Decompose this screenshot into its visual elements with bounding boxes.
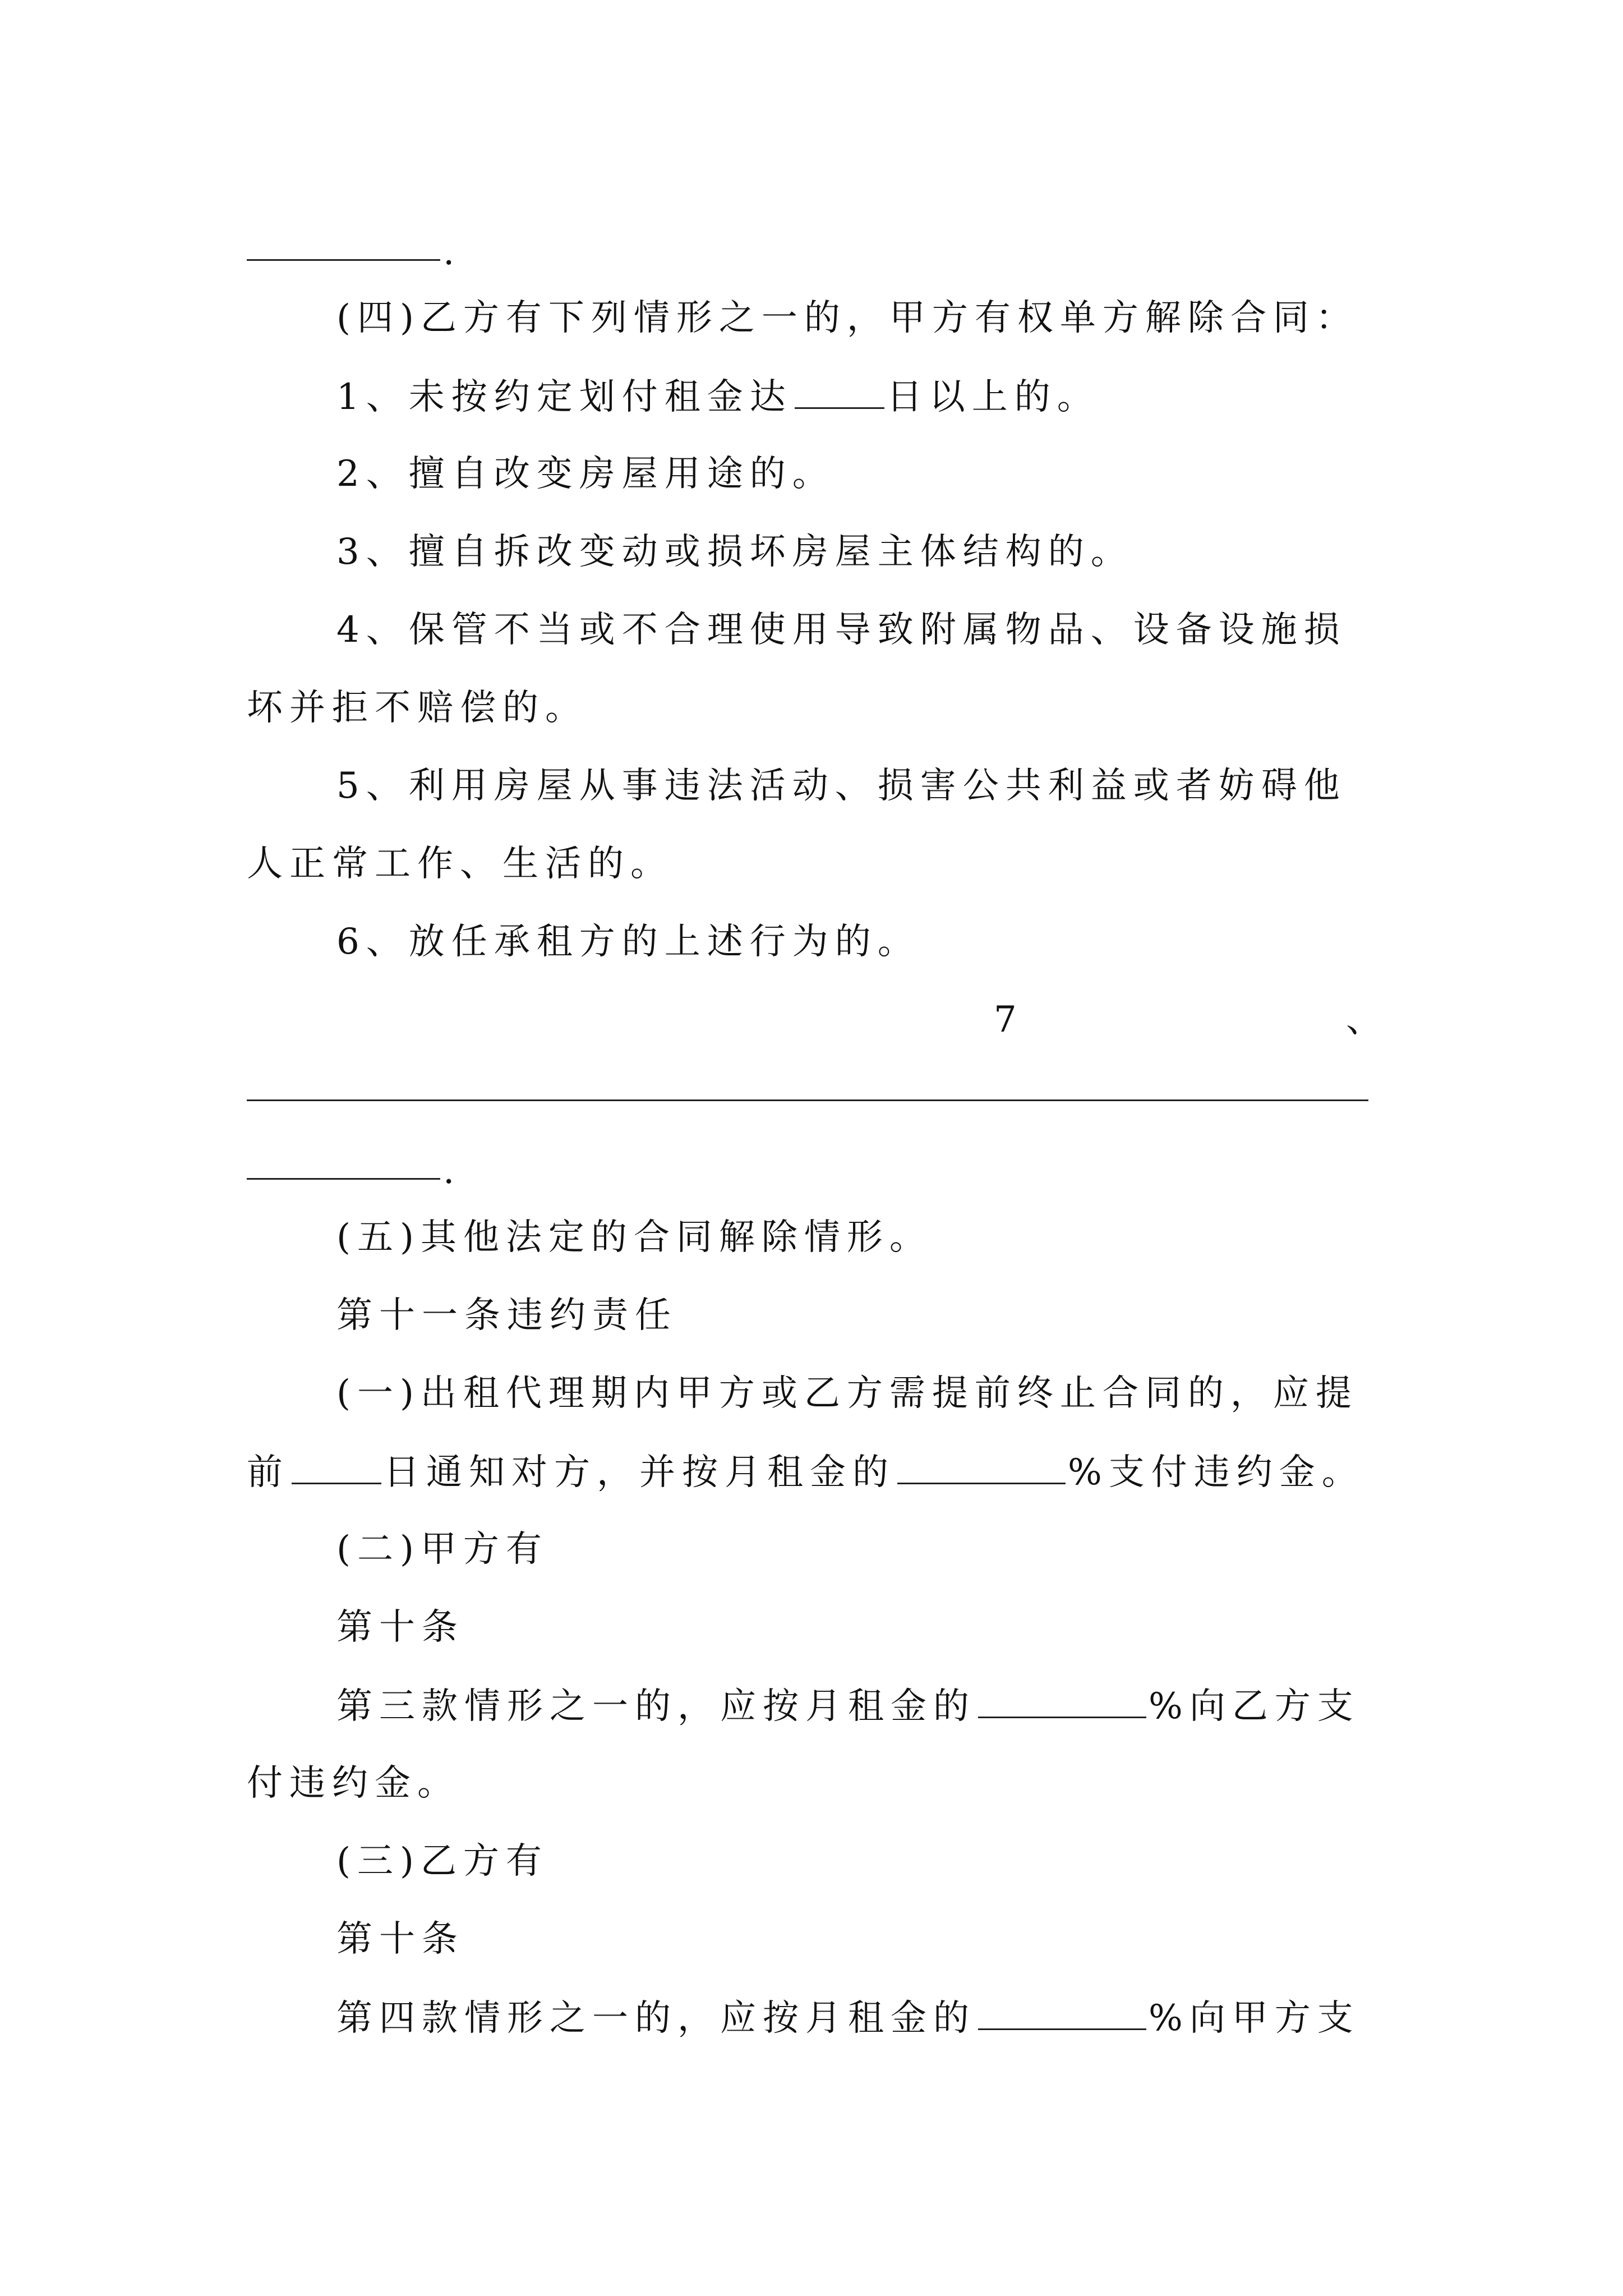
clause-4-item-3: 3、擅自拆改变动或损坏房屋主体结构的。 (336, 531, 1133, 573)
item-1-suffix: 日以上的。 (886, 376, 1100, 418)
period: . (443, 232, 455, 273)
clause-4-heading: (四)乙方有下列情形之一的，甲方有权单方解除合同： (336, 297, 1358, 339)
days-blank (795, 378, 884, 409)
clause-5-heading: (五)其他法定的合同解除情形。 (336, 1217, 932, 1258)
liability-2-text (336, 1686, 1360, 1727)
clause-4-item-5-cont: 人正常工作、生活的。 (247, 843, 673, 885)
liability-1-middle: 日通知对方，并按月租金的 (384, 1452, 895, 1493)
fill-in-blank-line (247, 259, 440, 261)
long-blank-line (247, 1099, 1368, 1101)
liability-3-article: 第十条 (336, 1918, 464, 1960)
clause-4-item-7-mark: 、 (1346, 999, 1389, 1041)
clause-4-item-6: 6、放任承租方的上述行为的。 (336, 921, 920, 963)
item-1-text: 1、未按约定划付租金达 (336, 376, 792, 418)
liability-1: (一)出租代理期内甲方或乙方需提前终止合同的，应提 (336, 1373, 1358, 1414)
period: . (443, 1151, 455, 1192)
liability-1-prefix: 前 (247, 1452, 289, 1493)
article-11-heading: 第十一条违约责任 (336, 1295, 677, 1336)
notice-days-blank (292, 1453, 381, 1484)
liability-1-suffix: %支付违约金。 (1068, 1452, 1364, 1493)
percent-blank (978, 1999, 1146, 2030)
liability-2-suffix: %向乙方支 (1149, 1686, 1360, 1727)
clause-4-item-4: 4、保管不当或不合理使用导致附属物品、设备设施损 (336, 609, 1347, 651)
fill-in-blank-line (247, 1178, 440, 1180)
percent-blank (978, 1687, 1146, 1718)
liability-3-heading: (三)乙方有 (336, 1841, 548, 1882)
liability-2-cont: 付违约金。 (247, 1763, 460, 1804)
percent-blank (897, 1453, 1066, 1484)
liability-3-prefix: 第四款情形之一的，应按月租金的 (336, 1998, 976, 2039)
liability-3-suffix: %向甲方支 (1149, 1998, 1360, 2039)
clause-4-item-2: 2、擅自改变房屋用途的。 (336, 453, 835, 495)
liability-2-heading: (二)甲方有 (336, 1529, 548, 1570)
clause-4-item-7-number: 7 (994, 999, 1023, 1041)
liability-2-prefix: 第三款情形之一的，应按月租金的 (336, 1686, 976, 1727)
clause-4-item-5: 5、利用房屋从事违法活动、损害公共利益或者妨碍他 (336, 765, 1347, 807)
liability-3-text (336, 1998, 1360, 2039)
liability-2-article: 第十条 (336, 1607, 464, 1648)
liability-1-cont (247, 1452, 1364, 1493)
clause-4-item-4-cont: 坏并拒不赔偿的。 (247, 687, 588, 729)
clause-4-item-1 (336, 376, 1100, 418)
